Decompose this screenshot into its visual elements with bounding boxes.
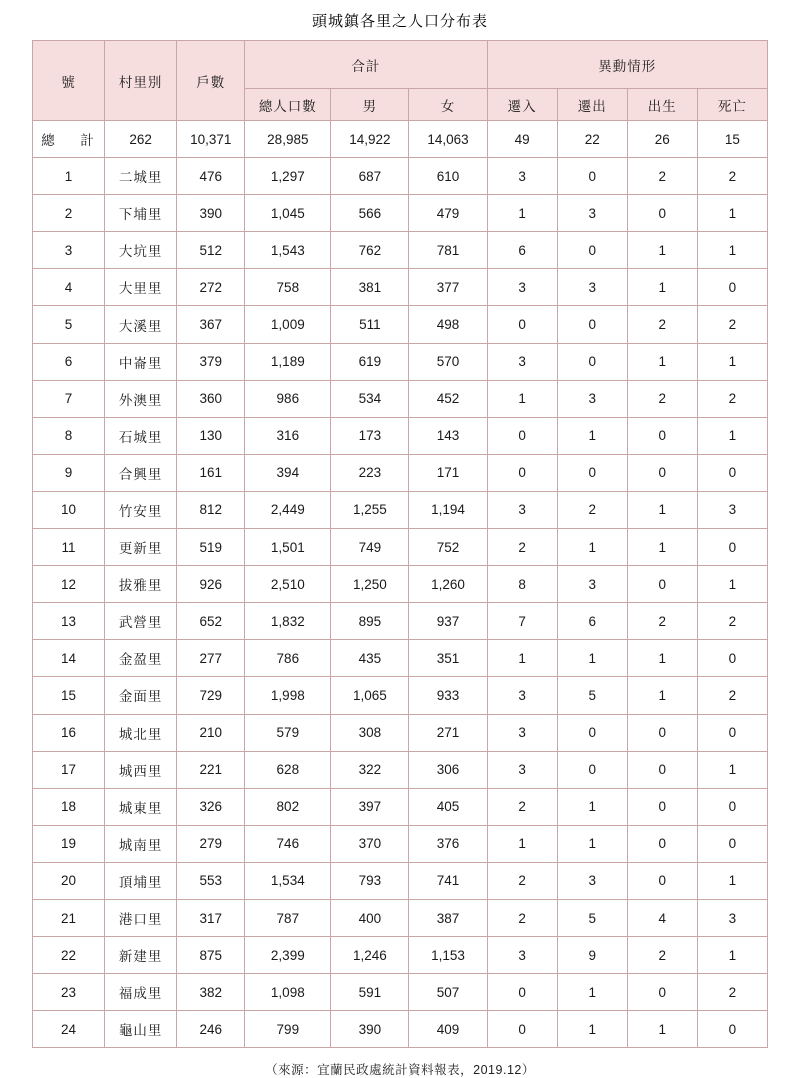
cell-female: 377 [409, 269, 487, 306]
cell-birth: 0 [627, 417, 697, 454]
cell-move-in: 3 [487, 343, 557, 380]
table-body [33, 121, 768, 1048]
total-label: 總 計 [33, 121, 105, 158]
cell-female: 479 [409, 195, 487, 232]
table-row [33, 603, 768, 640]
cell-households: 210 [177, 714, 245, 751]
total-female: 14,922 [331, 121, 409, 158]
cell-households: 812 [177, 491, 245, 528]
table-row [33, 937, 768, 974]
cell-households: 390 [177, 195, 245, 232]
header-move-out: 遷出 [557, 89, 627, 121]
cell-households: 729 [177, 677, 245, 714]
cell-no: 24 [33, 1011, 105, 1048]
cell-male: 400 [331, 899, 409, 936]
cell-total-pop: 316 [245, 417, 331, 454]
cell-move-in: 2 [487, 788, 557, 825]
cell-move-out: 0 [557, 454, 627, 491]
cell-birth: 2 [627, 937, 697, 974]
cell-female: 387 [409, 899, 487, 936]
cell-total-pop: 786 [245, 640, 331, 677]
table-row [33, 566, 768, 603]
table-row [33, 232, 768, 269]
cell-total-pop: 1,534 [245, 862, 331, 899]
cell-no: 11 [33, 529, 105, 566]
cell-birth: 0 [627, 862, 697, 899]
cell-male: 687 [331, 158, 409, 195]
cell-total-pop: 1,543 [245, 232, 331, 269]
cell-village: 福成里 [105, 974, 177, 1011]
cell-households: 221 [177, 751, 245, 788]
table-row [33, 751, 768, 788]
cell-village: 二城里 [105, 158, 177, 195]
cell-female: 171 [409, 454, 487, 491]
cell-village: 合興里 [105, 454, 177, 491]
cell-no: 19 [33, 825, 105, 862]
cell-village: 外澳里 [105, 380, 177, 417]
cell-no: 4 [33, 269, 105, 306]
table-row [33, 158, 768, 195]
cell-death: 3 [697, 899, 767, 936]
cell-female: 409 [409, 1011, 487, 1048]
cell-female: 507 [409, 974, 487, 1011]
cell-no: 17 [33, 751, 105, 788]
cell-female: 143 [409, 417, 487, 454]
total-death: 26 [627, 121, 697, 158]
cell-households: 360 [177, 380, 245, 417]
cell-death: 3 [697, 491, 767, 528]
total-pop: 10,371 [177, 121, 245, 158]
cell-village: 大里里 [105, 269, 177, 306]
cell-village: 城南里 [105, 825, 177, 862]
cell-male: 308 [331, 714, 409, 751]
cell-birth: 2 [627, 158, 697, 195]
cell-death: 2 [697, 974, 767, 1011]
cell-female: 781 [409, 232, 487, 269]
table-row [33, 380, 768, 417]
header-move-in: 遷入 [487, 89, 557, 121]
cell-village: 中崙里 [105, 343, 177, 380]
cell-move-in: 1 [487, 640, 557, 677]
table-row [33, 825, 768, 862]
cell-move-in: 8 [487, 566, 557, 603]
cell-village: 金面里 [105, 677, 177, 714]
cell-total-pop: 1,998 [245, 677, 331, 714]
cell-birth: 1 [627, 232, 697, 269]
cell-move-in: 2 [487, 862, 557, 899]
cell-no: 14 [33, 640, 105, 677]
cell-birth: 4 [627, 899, 697, 936]
table-row [33, 899, 768, 936]
cell-birth: 0 [627, 454, 697, 491]
header-male: 男 [331, 89, 409, 121]
cell-move-in: 3 [487, 937, 557, 974]
header-death: 死亡 [697, 89, 767, 121]
cell-village: 大溪里 [105, 306, 177, 343]
cell-households: 246 [177, 1011, 245, 1048]
source-note: （來源：宜蘭民政處統計資料報表，2019.12） [265, 1063, 535, 1078]
total-extra: 15 [697, 121, 767, 158]
cell-female: 452 [409, 380, 487, 417]
cell-move-in: 0 [487, 306, 557, 343]
cell-no: 16 [33, 714, 105, 751]
total-move-out: 49 [487, 121, 557, 158]
cell-death: 0 [697, 714, 767, 751]
cell-households: 926 [177, 566, 245, 603]
cell-death: 0 [697, 1011, 767, 1048]
cell-birth: 1 [627, 269, 697, 306]
cell-move-out: 3 [557, 380, 627, 417]
cell-move-in: 3 [487, 751, 557, 788]
cell-households: 512 [177, 232, 245, 269]
cell-households: 326 [177, 788, 245, 825]
cell-village: 更新里 [105, 529, 177, 566]
cell-female: 271 [409, 714, 487, 751]
table-row [33, 529, 768, 566]
cell-male: 762 [331, 232, 409, 269]
cell-households: 367 [177, 306, 245, 343]
cell-move-in: 0 [487, 417, 557, 454]
cell-total-pop: 746 [245, 825, 331, 862]
cell-birth: 0 [627, 751, 697, 788]
cell-death: 1 [697, 343, 767, 380]
total-move-in: 14,063 [409, 121, 487, 158]
cell-move-out: 0 [557, 714, 627, 751]
cell-move-in: 2 [487, 899, 557, 936]
cell-female: 570 [409, 343, 487, 380]
cell-move-out: 6 [557, 603, 627, 640]
cell-female: 498 [409, 306, 487, 343]
cell-death: 2 [697, 603, 767, 640]
cell-move-out: 5 [557, 899, 627, 936]
cell-move-in: 7 [487, 603, 557, 640]
cell-move-out: 0 [557, 751, 627, 788]
cell-move-in: 2 [487, 529, 557, 566]
cell-male: 566 [331, 195, 409, 232]
cell-move-out: 3 [557, 269, 627, 306]
cell-birth: 0 [627, 714, 697, 751]
cell-households: 130 [177, 417, 245, 454]
cell-village: 下埔里 [105, 195, 177, 232]
cell-birth: 0 [627, 788, 697, 825]
header-no: 號 [33, 41, 105, 121]
cell-male: 1,246 [331, 937, 409, 974]
cell-female: 351 [409, 640, 487, 677]
cell-no: 2 [33, 195, 105, 232]
cell-total-pop: 1,098 [245, 974, 331, 1011]
cell-birth: 1 [627, 529, 697, 566]
cell-female: 741 [409, 862, 487, 899]
cell-birth: 1 [627, 1011, 697, 1048]
cell-birth: 0 [627, 825, 697, 862]
cell-move-out: 9 [557, 937, 627, 974]
cell-no: 6 [33, 343, 105, 380]
table-row [33, 491, 768, 528]
cell-male: 511 [331, 306, 409, 343]
cell-birth: 1 [627, 640, 697, 677]
cell-total-pop: 1,832 [245, 603, 331, 640]
cell-village: 竹安里 [105, 491, 177, 528]
cell-total-pop: 787 [245, 899, 331, 936]
cell-death: 1 [697, 862, 767, 899]
total-households: 262 [105, 121, 177, 158]
table-header [33, 41, 768, 121]
cell-death: 0 [697, 640, 767, 677]
cell-male: 223 [331, 454, 409, 491]
cell-female: 1,194 [409, 491, 487, 528]
cell-households: 382 [177, 974, 245, 1011]
cell-total-pop: 1,501 [245, 529, 331, 566]
cell-total-pop: 1,045 [245, 195, 331, 232]
cell-female: 933 [409, 677, 487, 714]
cell-death: 1 [697, 566, 767, 603]
header-total-pop: 總人口數 [245, 89, 331, 121]
cell-move-in: 3 [487, 491, 557, 528]
cell-male: 793 [331, 862, 409, 899]
total-birth: 22 [557, 121, 627, 158]
cell-death: 1 [697, 417, 767, 454]
cell-total-pop: 986 [245, 380, 331, 417]
cell-male: 390 [331, 1011, 409, 1048]
table-row [33, 454, 768, 491]
cell-no: 12 [33, 566, 105, 603]
cell-death: 2 [697, 677, 767, 714]
cell-death: 2 [697, 380, 767, 417]
population-table [32, 40, 768, 1048]
cell-move-out: 1 [557, 825, 627, 862]
cell-death: 1 [697, 937, 767, 974]
cell-death: 0 [697, 825, 767, 862]
cell-households: 279 [177, 825, 245, 862]
cell-move-in: 3 [487, 269, 557, 306]
table-row [33, 788, 768, 825]
cell-move-in: 1 [487, 825, 557, 862]
cell-death: 0 [697, 454, 767, 491]
cell-no: 20 [33, 862, 105, 899]
cell-total-pop: 802 [245, 788, 331, 825]
cell-death: 1 [697, 232, 767, 269]
cell-male: 534 [331, 380, 409, 417]
cell-village: 頂埔里 [105, 862, 177, 899]
table-row [33, 306, 768, 343]
cell-households: 476 [177, 158, 245, 195]
cell-households: 272 [177, 269, 245, 306]
cell-no: 23 [33, 974, 105, 1011]
cell-village: 新建里 [105, 937, 177, 974]
cell-move-out: 0 [557, 158, 627, 195]
cell-village: 拔雅里 [105, 566, 177, 603]
cell-village: 大坑里 [105, 232, 177, 269]
cell-male: 381 [331, 269, 409, 306]
cell-households: 652 [177, 603, 245, 640]
cell-move-out: 3 [557, 862, 627, 899]
cell-female: 405 [409, 788, 487, 825]
cell-death: 0 [697, 529, 767, 566]
cell-village: 城東里 [105, 788, 177, 825]
cell-birth: 1 [627, 677, 697, 714]
cell-female: 376 [409, 825, 487, 862]
header-female: 女 [409, 89, 487, 121]
cell-male: 397 [331, 788, 409, 825]
cell-no: 7 [33, 380, 105, 417]
header-birth: 出生 [627, 89, 697, 121]
cell-birth: 2 [627, 306, 697, 343]
cell-death: 0 [697, 788, 767, 825]
cell-households: 317 [177, 899, 245, 936]
table-row-total [33, 121, 768, 158]
cell-move-in: 6 [487, 232, 557, 269]
cell-female: 937 [409, 603, 487, 640]
cell-birth: 0 [627, 195, 697, 232]
cell-total-pop: 2,399 [245, 937, 331, 974]
cell-female: 610 [409, 158, 487, 195]
table-row [33, 640, 768, 677]
cell-village: 武營里 [105, 603, 177, 640]
cell-move-in: 1 [487, 380, 557, 417]
cell-total-pop: 1,009 [245, 306, 331, 343]
cell-village: 龜山里 [105, 1011, 177, 1048]
header-change-group: 異動情形 [487, 41, 767, 89]
cell-no: 9 [33, 454, 105, 491]
cell-male: 1,255 [331, 491, 409, 528]
cell-female: 752 [409, 529, 487, 566]
cell-total-pop: 1,297 [245, 158, 331, 195]
cell-death: 1 [697, 195, 767, 232]
cell-move-in: 0 [487, 454, 557, 491]
table-row [33, 343, 768, 380]
cell-village: 城西里 [105, 751, 177, 788]
cell-move-in: 0 [487, 1011, 557, 1048]
cell-birth: 1 [627, 343, 697, 380]
cell-move-out: 1 [557, 417, 627, 454]
cell-death: 0 [697, 269, 767, 306]
cell-male: 370 [331, 825, 409, 862]
cell-move-out: 1 [557, 640, 627, 677]
table-row [33, 417, 768, 454]
cell-female: 306 [409, 751, 487, 788]
cell-village: 港口里 [105, 899, 177, 936]
cell-male: 435 [331, 640, 409, 677]
cell-total-pop: 628 [245, 751, 331, 788]
cell-households: 161 [177, 454, 245, 491]
header-row-top [33, 41, 768, 89]
cell-birth: 0 [627, 974, 697, 1011]
cell-village: 石城里 [105, 417, 177, 454]
cell-no: 18 [33, 788, 105, 825]
cell-total-pop: 2,449 [245, 491, 331, 528]
cell-death: 2 [697, 158, 767, 195]
cell-move-in: 0 [487, 974, 557, 1011]
cell-move-out: 3 [557, 566, 627, 603]
cell-no: 8 [33, 417, 105, 454]
cell-village: 城北里 [105, 714, 177, 751]
cell-move-out: 1 [557, 1011, 627, 1048]
cell-move-out: 0 [557, 306, 627, 343]
cell-male: 1,250 [331, 566, 409, 603]
table-row [33, 195, 768, 232]
total-male: 28,985 [245, 121, 331, 158]
cell-households: 277 [177, 640, 245, 677]
cell-move-in: 3 [487, 677, 557, 714]
table-row [33, 714, 768, 751]
cell-households: 379 [177, 343, 245, 380]
cell-no: 15 [33, 677, 105, 714]
cell-male: 322 [331, 751, 409, 788]
cell-male: 591 [331, 974, 409, 1011]
cell-female: 1,260 [409, 566, 487, 603]
cell-move-in: 3 [487, 714, 557, 751]
cell-no: 21 [33, 899, 105, 936]
cell-total-pop: 758 [245, 269, 331, 306]
cell-households: 553 [177, 862, 245, 899]
cell-households: 519 [177, 529, 245, 566]
cell-no: 1 [33, 158, 105, 195]
cell-move-out: 0 [557, 343, 627, 380]
cell-move-in: 3 [487, 158, 557, 195]
cell-no: 10 [33, 491, 105, 528]
header-village: 村里別 [105, 41, 177, 121]
table-row [33, 974, 768, 1011]
cell-death: 1 [697, 751, 767, 788]
cell-move-in: 1 [487, 195, 557, 232]
cell-female: 1,153 [409, 937, 487, 974]
cell-move-out: 0 [557, 232, 627, 269]
table-row [33, 1011, 768, 1048]
cell-male: 173 [331, 417, 409, 454]
cell-total-pop: 394 [245, 454, 331, 491]
cell-move-out: 3 [557, 195, 627, 232]
cell-death: 2 [697, 306, 767, 343]
cell-birth: 1 [627, 491, 697, 528]
cell-move-out: 1 [557, 529, 627, 566]
cell-birth: 0 [627, 566, 697, 603]
cell-birth: 2 [627, 603, 697, 640]
cell-male: 749 [331, 529, 409, 566]
cell-no: 3 [33, 232, 105, 269]
cell-no: 5 [33, 306, 105, 343]
table-row [33, 862, 768, 899]
table-row [33, 269, 768, 306]
cell-male: 895 [331, 603, 409, 640]
cell-total-pop: 1,189 [245, 343, 331, 380]
cell-total-pop: 579 [245, 714, 331, 751]
header-households: 戶數 [177, 41, 245, 121]
cell-no: 13 [33, 603, 105, 640]
cell-male: 619 [331, 343, 409, 380]
cell-move-out: 2 [557, 491, 627, 528]
cell-total-pop: 799 [245, 1011, 331, 1048]
table-row [33, 677, 768, 714]
cell-households: 875 [177, 937, 245, 974]
cell-move-out: 1 [557, 974, 627, 1011]
cell-birth: 2 [627, 380, 697, 417]
cell-male: 1,065 [331, 677, 409, 714]
cell-village: 金盈里 [105, 640, 177, 677]
cell-total-pop: 2,510 [245, 566, 331, 603]
page-title: 頭城鎮各里之人口分布表 [311, 13, 488, 30]
header-total-group: 合計 [245, 41, 487, 89]
cell-move-out: 1 [557, 788, 627, 825]
cell-move-out: 5 [557, 677, 627, 714]
cell-no: 22 [33, 937, 105, 974]
